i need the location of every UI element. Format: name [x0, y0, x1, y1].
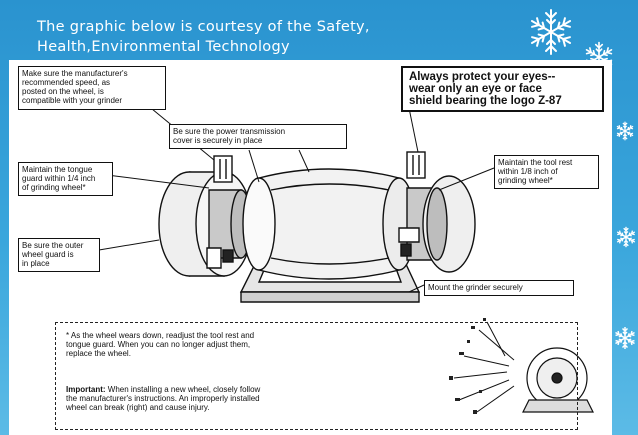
note-readjust: * As the wheel wears down, readjust the tool rest and tongue guard. When you can no longer adjust them, replace the wheel. — [66, 331, 255, 358]
callout-outer-guard: Be sure the outer wheel guard is in place — [18, 238, 100, 272]
callout-power-cover: Be sure the power transmission cover is securely in place — [169, 124, 347, 149]
left-tool-rest — [207, 248, 221, 268]
snowflake-icon — [612, 325, 638, 351]
callout-eye-protection: Always protect your eyes-- wear only an eye or face shield bearing the logo Z-87 — [401, 66, 604, 112]
snowflake-icon — [614, 120, 636, 142]
callout-manufacturer-speed: Make sure the manufacturer's recommended speed, as posted on the wheel, is compatible with your grinder — [18, 66, 166, 110]
callout-mount: Mount the grinder securely — [424, 280, 574, 296]
motor-housing — [259, 169, 399, 279]
callout-tool-rest: Maintain the tool rest within 1/8 inch of grinding wheel* — [494, 155, 599, 189]
notes-box — [55, 322, 578, 430]
right-eye-shield — [407, 152, 425, 178]
title-line-1: The graphic below is courtesy of the Safety, — [37, 19, 370, 35]
snowflake-icon — [525, 6, 577, 58]
slide-title — [37, 17, 517, 57]
snowflake-icon — [614, 225, 638, 249]
callout-tongue-guard: Maintain the tongue guard within 1/4 inch of grinding wheel* — [18, 162, 113, 196]
title-line-2: Health,Environmental Technology — [37, 39, 290, 55]
note-important: Important: When installing a new wheel, closely follow the manufacturer's instructions. An improperly installed wheel can break (right) and cause injury. — [66, 385, 261, 412]
important-label: Important: — [66, 385, 106, 394]
left-eye-shield — [214, 156, 232, 182]
right-tool-rest — [399, 228, 419, 242]
